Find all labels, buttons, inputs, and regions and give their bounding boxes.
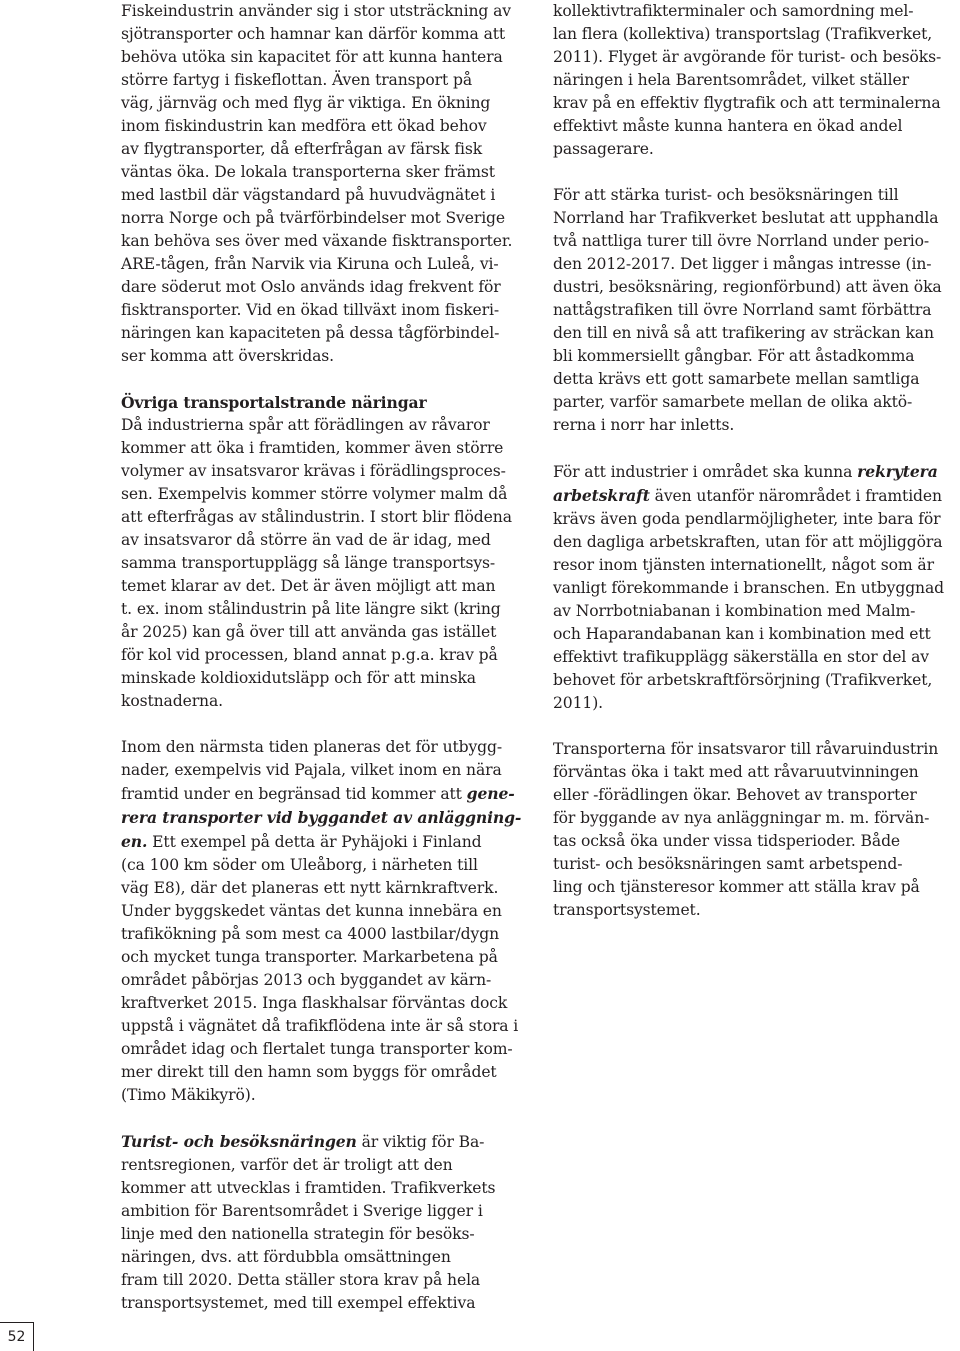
emphasis-text: arbetskraft — [553, 486, 650, 505]
paragraph-utbyggnader: Inom den närmsta tiden planeras det för utbygg- nader, exempelvis vid Pajala, vilket inom en nära framtid under en begränsad tid kommer att gene- rera transporter vid byggandet av anläggning- en. Ett exempel på detta är Pyhäjoki i Finland (ca 100 km söder om Uleåborg, i närheten till väg E8), där det planeras ett nytt kärnkraftverk. Under byggskedet väntas det kunna innebära en trafikökning på som mest ca 4000 lastbilar/dygn och mycket tunga transporter. Markarbetena på området påbörjas 2013 och byggandet av kärn- kraftverket 2015. Inga flaskhalsar förväntas dock uppstå i vägnätet då trafikflödena inte är så stora i området idag och flertalet tunga transporter kom- mer direkt till den hamn som byggs för området (Timo Mäkikyrö). — [121, 738, 522, 1104]
emphasis-text: rera transporter vid byggandet av anläggning- — [121, 808, 522, 827]
paragraph-turism: Turist- och besöksnäringen är viktig för Ba- rentsregionen, varför det är troligt att den kommer att utvecklas i framtiden. Trafikverkets ambition för Barentsområdet i Sverige ligger i linje med den nationella strategin för besöks- näringen, dvs. att fördubbla omsättningen fram till 2020. Detta ställer stora krav på hela transportsystemet, med till exempel effektiva — [121, 1132, 496, 1312]
paragraph-arbetskraft: För att industrier i området ska kunna rekrytera arbetskraft även utanför närområdet i framtiden krävs även goda pendlarmöjligheter, inte bara för den dagliga arbetskraften, utan för att möjliggöra resor inom tjänsten internationellt, något som är vanligt förekommande i branschen. En utbyggnad av Norrbotniabanan i kombination med Malm- och Haparandabanan kan i kombination med ett effektivt trafikupplägg säkerställa en stor del av behovet för arbetskraftförsörjning (Trafikverket, 2011). — [553, 462, 945, 712]
emphasis-text: rekrytera — [857, 462, 938, 481]
paragraph-fiskeindustrin: Fiskeindustrin använder sig i stor utsträckning av sjötransporter och hamnar kan därför komma att behöva utöka sin kapacitet för att kunna hantera större fartyg i fiskeflottan. Även transport på väg, järnväg och med flyg är viktiga. En ökning inom fiskindustrin kan medföra ett ökad behov av flygtransporter, då efterfrågan av färsk fisk väntas öka. De lokala transporterna sker främst med lastbil där vägstandard på huvudvägnätet i norra Norge och på tvärförbindelser mot Sverige kan behöva ses över med växande fisktransporter. ARE-tågen, från Narvik via Kiruna och Luleå, vi- dare söderut mot Oslo används idag frekvent för fisktransporter. Vid en ökad tillväxt inom fiskeri- näringen kan kapaciteten på dessa tågförbindel- ser komma att överskridas. — [121, 2, 513, 365]
paragraph-kollektivtrafik: kollektivtrafikterminaler och samordning mel- lan flera (kollektiva) transportslag (Trafikverket, 2011). Flyget är avgörande för turist- och besöks- näringen i hela Barentsområdet, vilket ställer krav på en effektiv flygtrafik och att terminalerna effektivt måste kunna hantera en ökad andel passagerare. — [553, 2, 942, 158]
emphasis-text: gene- — [466, 784, 515, 803]
emphasis-text: Turist- och besöksnäringen — [121, 1132, 357, 1151]
paragraph-insatsvaror: Transporterna för insatsvaror till råvaruindustrin förväntas öka i takt med att råvaruutvinningen eller -förädlingen ökar. Behovet av transporter för byggande av nya anläggningar m. m. förvän- tas också öka under vissa tidsperioder. Både turist- och besöksnäringen samt arbetspend- ling och tjänsteresor kommer att ställa krav på transportsystemet. — [553, 740, 939, 919]
right-column — [553, 0, 960, 922]
section-heading: Övriga transportalstrande näringar — [121, 393, 427, 412]
page-number: 52 — [0, 1322, 34, 1351]
paragraph-nattag: För att stärka turist- och besöksnäringen till Norrland har Trafikverket beslutat att upphandla två nattliga turer till övre Norrland under perio- den 2012-2017. Det ligger i mångas intresse (in- dustri, besöksnäring, regionförbund) att även öka nattågstrafiken till övre Norrland samt förbättra den till en nivå så att trafikering av sträckan kan bli kommersiellt gångbar. För att åstadkomma detta krävs ett gott samarbete mellan samtliga parter, varför samarbete mellan de olika aktö- rerna i norr har inletts. — [553, 186, 942, 434]
left-column — [121, 0, 533, 1315]
paragraph-industrier: Då industrierna spår att förädlingen av råvaror kommer att öka i framtiden, kommer även större volymer av insatsvaror krävas i förädlingsproces- sen. Exempelvis kommer större volymer malm då att efterfrågas av stålindustrin. I stort blir flödena av insatsvaror då större än vad de är idag, med samma transportupplägg så länge transportsys- temet klarar av det. Det är även möjligt att man t. ex. inom stålindustrin på lite längre sikt (kring år 2025) kan gå över till att använda gas istället för kol vid processen, bland annat p.g.a. krav på minskade koldioxidutsläpp och för att minska kostnaderna. — [121, 416, 512, 710]
emphasis-text: en. — [121, 832, 148, 851]
